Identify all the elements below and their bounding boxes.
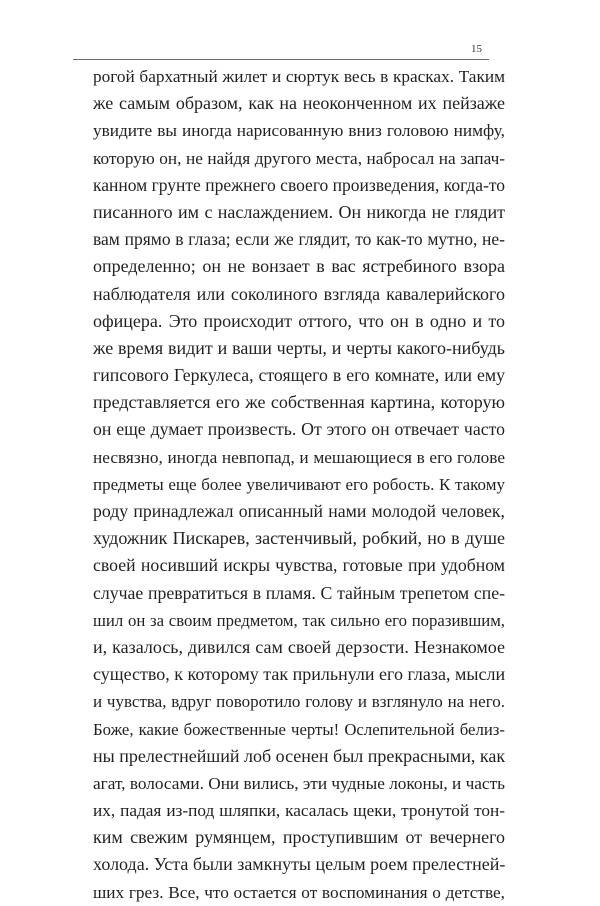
text-line: гипсового Геркулеса, стоящего в его комнате, или ему xyxy=(93,365,505,386)
text-line: он еще думает произвесть. От этого он отвечает часто xyxy=(93,419,505,440)
text-line: ны прелестнейший лоб осенен был прекрасными, как xyxy=(93,745,505,766)
text-line: ким свежим румянцем, проступившим от вечернего xyxy=(93,827,505,848)
text-line: агат, волосами. Они вились, эти чудные локоны, и часть xyxy=(93,773,505,793)
text-line: канном грунте прежнего своего произведения, когда-то xyxy=(93,174,505,195)
body-text xyxy=(93,63,505,906)
text-line: определенно; он не вонзает в вас ястребиного взора xyxy=(93,256,505,277)
text-line: и чувства, вдруг поворотило голову и взглянуло на него. xyxy=(93,692,505,712)
text-line: же самым образом, как на неоконченном их пейзаже xyxy=(93,93,505,114)
page-number: 15 xyxy=(471,43,482,55)
text-line: Боже, какие божественные черты! Ослепительной белиз- xyxy=(93,719,505,739)
text-line: вам прямо в глаза; если же глядит, то как-то мутно, не- xyxy=(93,229,505,250)
text-line: рогой бархатный жилет и сюртук весь в красках. Таким xyxy=(93,67,505,86)
text-line: случае превратиться в пламя. С тайным трепетом спе- xyxy=(93,582,505,603)
text-line: представляется его же собственная картина, которую xyxy=(93,392,505,413)
text-line: писанного им с наслаждением. Он никогда не глядит xyxy=(93,201,505,222)
text-line: же время видит и ваши черты, и черты какого-нибудь xyxy=(93,337,505,358)
text-line: существо, к которому так прильнули его глаза, мысли xyxy=(93,664,505,685)
text-line: которую он, не найдя другого места, набросал на запач- xyxy=(93,148,505,168)
text-line: художник Пискарев, застенчивый, робкий, но в душе xyxy=(93,528,505,549)
text-line: холода. Уста были замкнуты целым роем прелестней- xyxy=(93,854,505,875)
text-line: несвязно, иногда невпопад, и мешающиеся в его голове xyxy=(93,447,505,467)
text-line: шил он за своим предметом, так сильно его поразившим, xyxy=(93,610,505,630)
text-line: ших грез. Все, что остается от воспоминания о детстве, xyxy=(93,882,505,902)
text-line: офицера. Это происходит оттого, что он в одно и то xyxy=(93,310,505,331)
text-line: своей носивший искры чувства, готовые при удобном xyxy=(93,555,505,576)
text-line: и, казалось, дивился сам своей дерзости. Незнакомое xyxy=(93,636,505,657)
text-line: роду принадлежал описанный нами молодой человек, xyxy=(93,501,505,521)
text-line: наблюдателя или соколиного взгляда кавалерийского xyxy=(93,283,505,304)
text-line: предметы еще более увеличивают его робость. К такому xyxy=(93,474,505,494)
header-rule xyxy=(73,59,489,60)
text-line: увидите вы иногда нарисованную вниз головою нимфу, xyxy=(93,121,505,141)
text-line: их, падая из-под шляпки, касалась щеки, тронутой тон- xyxy=(93,801,505,821)
